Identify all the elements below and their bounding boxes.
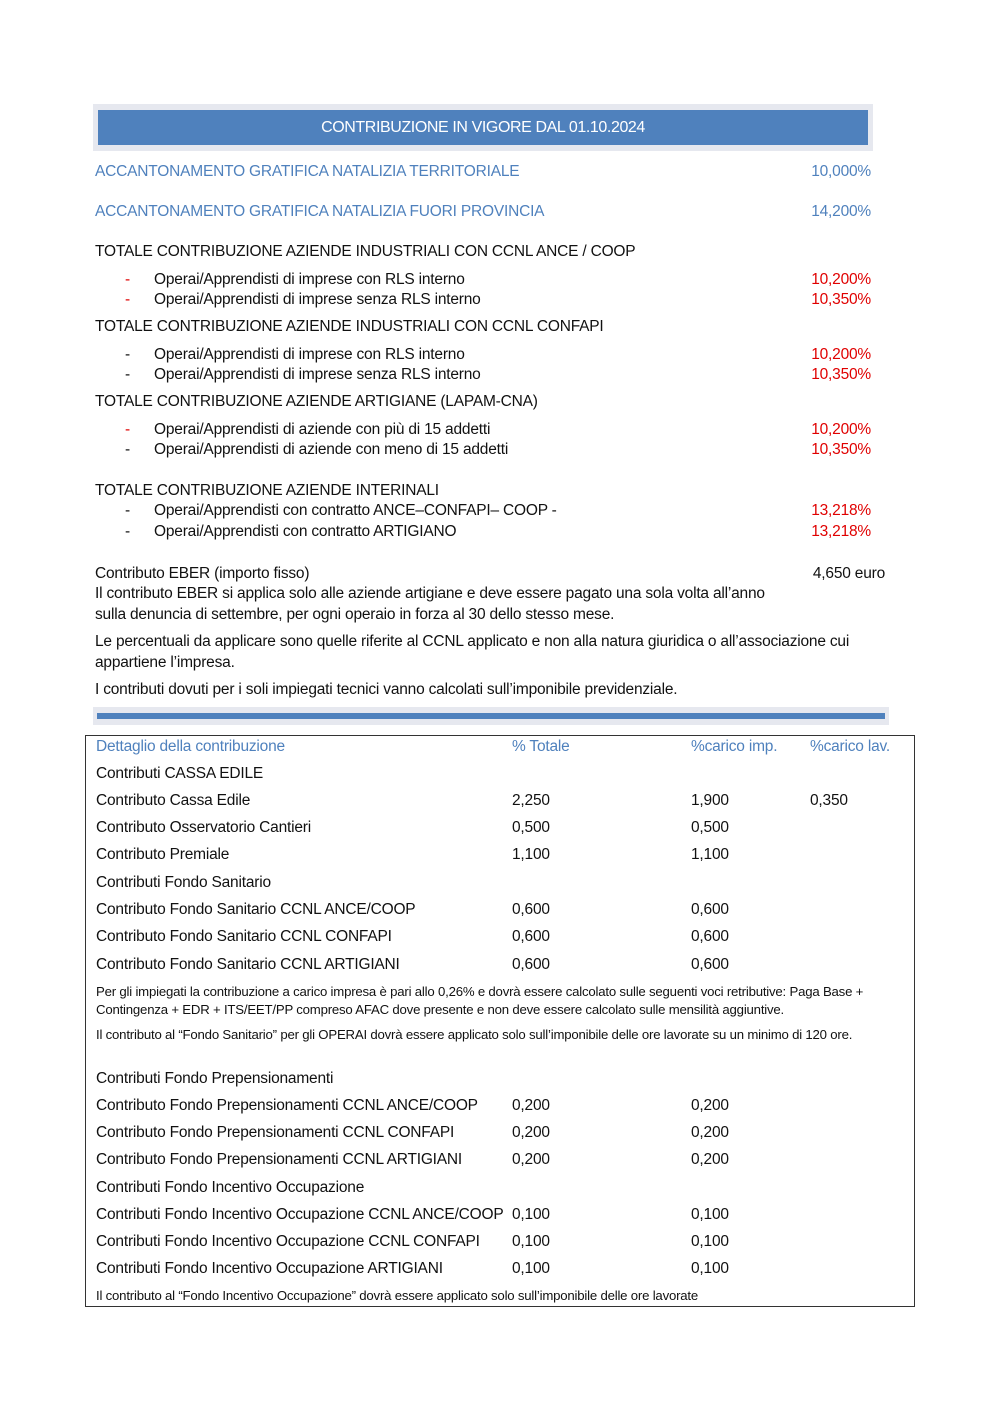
row-carico-lav: 0,350	[810, 792, 848, 809]
list-item	[95, 345, 885, 365]
row-label: Contributo Premiale	[96, 846, 230, 863]
section-title-ance-coop	[95, 242, 885, 262]
section-divider	[93, 707, 889, 725]
item-label: Operai/Apprendisti con contratto ARTIGIANO	[154, 523, 457, 540]
note-incentivo-occupazione: Il contributo al “Fondo Incentivo Occupazione” dovrà essere applicato solo sull’imponibile delle ore lavorate	[96, 1288, 699, 1303]
item-value: 10,350%	[811, 366, 871, 383]
table-row	[96, 872, 906, 894]
eber-row	[95, 564, 885, 584]
dash-bullet: -	[125, 271, 130, 288]
table-row	[96, 1122, 906, 1144]
contribution-table	[85, 735, 915, 1307]
accantonamento-fuori-provincia	[95, 202, 885, 222]
row-totale: 0,200	[512, 1124, 550, 1141]
row-label: Contributi CASSA EDILE	[96, 765, 264, 782]
row-carico-imp: 0,200	[691, 1097, 729, 1114]
accantonamento-territoriale	[95, 162, 885, 182]
row-carico-imp: 0,100	[691, 1233, 729, 1250]
note-sanitario-operai: Il contributo al “Fondo Sanitario” per gli OPERAI dovrà essere applicato solo sull’imponibile delle ore lavorate su un minimo di 120 ore.	[96, 1027, 853, 1042]
row-totale: 0,100	[512, 1206, 550, 1223]
section-title: TOTALE CONTRIBUZIONE AZIENDE INDUSTRIALI CON CCNL ANCE / COOP	[95, 243, 636, 260]
eber-label: Contributo EBER (importo fisso)	[95, 565, 310, 582]
list-item	[95, 290, 885, 310]
row-label: Contributo Fondo Sanitario CCNL ANCE/COOP	[96, 901, 416, 918]
table-row	[96, 954, 906, 976]
row-carico-imp: 1,900	[691, 792, 729, 809]
item-label: Operai/Apprendisti di imprese con RLS interno	[154, 346, 465, 363]
table-row	[96, 763, 906, 785]
row-totale: 0,600	[512, 901, 550, 918]
row-totale: 0,200	[512, 1151, 550, 1168]
row-label: Contributo Fondo Sanitario CCNL ARTIGIANI	[96, 956, 400, 973]
row-totale: 0,600	[512, 956, 550, 973]
column-header: %carico lav.	[810, 738, 891, 755]
section-title: TOTALE CONTRIBUZIONE AZIENDE ARTIGIANE (LAPAM-CNA)	[95, 393, 538, 410]
divider-bar	[97, 713, 885, 719]
table-header-row	[96, 736, 906, 758]
table-row	[96, 1204, 906, 1226]
table-row	[96, 790, 906, 812]
table-row	[96, 1258, 906, 1280]
row-label: Contributo Osservatorio Cantieri	[96, 819, 311, 836]
row-label: Contributi Fondo Incentivo Occupazione CCNL CONFAPI	[96, 1233, 480, 1250]
page-title: CONTRIBUZIONE IN VIGORE DAL 01.10.2024	[98, 110, 868, 145]
row-carico-imp: 0,100	[691, 1260, 729, 1277]
column-header: % Totale	[512, 738, 570, 755]
table-row	[96, 926, 906, 948]
row-totale: 0,100	[512, 1233, 550, 1250]
section-title-interinali	[95, 481, 885, 501]
dash-bullet: -	[125, 502, 130, 519]
row-totale: 0,600	[512, 928, 550, 945]
impiegati-note: I contributi dovuti per i soli impiegati tecnici vanno calcolati sull’imponibile previdenziale.	[95, 681, 678, 698]
table-row	[96, 1149, 906, 1171]
item-value: 13,218%	[811, 502, 871, 519]
table-row	[96, 817, 906, 839]
row-label: Contributi Fondo Incentivo Occupazione	[96, 1179, 365, 1196]
eber-note: Il contributo EBER si applica solo alle aziende artigiane e deve essere pagato una sola volta all’anno sulla denuncia di settembre, per ogni operaio in forza al 30 dello stesso mese.	[95, 585, 765, 623]
table-row	[96, 1068, 906, 1090]
item-value: 10,200%	[811, 421, 871, 438]
row-totale: 0,500	[512, 819, 550, 836]
header-box	[93, 104, 873, 151]
item-value: 10,200%	[811, 271, 871, 288]
accantonamento-label: ACCANTONAMENTO GRATIFICA NATALIZIA FUORI PROVINCIA	[95, 203, 545, 220]
table-row	[96, 1095, 906, 1117]
list-item	[95, 420, 885, 440]
row-label: Contributo Fondo Prepensionamenti CCNL CONFAPI	[96, 1124, 455, 1141]
column-header: Dettaglio della contribuzione	[96, 738, 285, 755]
row-label: Contributo Cassa Edile	[96, 792, 251, 809]
item-value: 10,200%	[811, 346, 871, 363]
row-carico-imp: 0,200	[691, 1124, 729, 1141]
column-header: %carico imp.	[691, 738, 778, 755]
row-totale: 0,100	[512, 1260, 550, 1277]
table-row	[96, 1177, 906, 1199]
item-label: Operai/Apprendisti con contratto ANCE–CONFAPI– COOP -	[154, 502, 557, 519]
table-row	[96, 844, 906, 866]
list-item	[95, 501, 885, 521]
list-item	[95, 522, 885, 542]
item-label: Operai/Apprendisti di aziende con più di 15 addetti	[154, 421, 491, 438]
list-item	[95, 365, 885, 385]
row-label: Contributo Fondo Prepensionamenti CCNL ANCE/COOP	[96, 1097, 478, 1114]
section-title: TOTALE CONTRIBUZIONE AZIENDE INDUSTRIALI CON CCNL CONFAPI	[95, 318, 604, 335]
item-label: Operai/Apprendisti di aziende con meno di 15 addetti	[154, 441, 509, 458]
row-label: Contributo Fondo Prepensionamenti CCNL ARTIGIANI	[96, 1151, 463, 1168]
row-carico-imp: 0,200	[691, 1151, 729, 1168]
dash-bullet: -	[125, 441, 130, 458]
dash-bullet: -	[125, 291, 130, 308]
item-label: Operai/Apprendisti di imprese con RLS interno	[154, 271, 465, 288]
row-totale: 2,250	[512, 792, 550, 809]
eber-value: 4,650 euro	[812, 565, 885, 582]
section-title: TOTALE CONTRIBUZIONE AZIENDE INTERINALI	[95, 482, 439, 499]
list-item	[95, 270, 885, 290]
accantonamento-label: ACCANTONAMENTO GRATIFICA NATALIZIA TERRITORIALE	[95, 163, 520, 180]
list-item	[95, 440, 885, 460]
row-carico-imp: 1,100	[691, 846, 729, 863]
row-carico-imp: 0,100	[691, 1206, 729, 1223]
item-value: 13,218%	[811, 523, 871, 540]
row-carico-imp: 0,600	[691, 928, 729, 945]
item-value: 10,350%	[811, 291, 871, 308]
table-row	[96, 899, 906, 921]
row-carico-imp: 0,500	[691, 819, 729, 836]
row-label: Contributi Fondo Sanitario	[96, 874, 271, 891]
accantonamento-value: 14,200%	[811, 203, 871, 220]
dash-bullet: -	[125, 346, 130, 363]
accantonamento-value: 10,000%	[811, 163, 871, 180]
ccnl-note: Le percentuali da applicare sono quelle riferite al CCNL applicato e non alla natura giuridica o all’associazione cui appartiene l’impresa.	[95, 633, 850, 671]
row-label: Contributi Fondo Incentivo Occupazione ARTIGIANI	[96, 1260, 443, 1277]
row-totale: 0,200	[512, 1097, 550, 1114]
row-label: Contributo Fondo Sanitario CCNL CONFAPI	[96, 928, 392, 945]
note-sanitario-impiegati: Per gli impiegati la contribuzione a carico impresa è pari allo 0,26% e dovrà essere calcolato sulle seguenti voci retributive: Paga Base + Contingenza + EDR + ITS/EET/PP compreso AFAC dove presente e non deve essere calcolato sulle mensilità aggiuntive.	[96, 984, 864, 1017]
section-title-confapi	[95, 317, 885, 337]
row-carico-imp: 0,600	[691, 901, 729, 918]
row-carico-imp: 0,600	[691, 956, 729, 973]
item-value: 10,350%	[811, 441, 871, 458]
item-label: Operai/Apprendisti di imprese senza RLS interno	[154, 366, 481, 383]
item-label: Operai/Apprendisti di imprese senza RLS interno	[154, 291, 481, 308]
dash-bullet: -	[125, 366, 130, 383]
row-label: Contributi Fondo Incentivo Occupazione CCNL ANCE/COOP	[96, 1206, 504, 1223]
dash-bullet: -	[125, 421, 130, 438]
row-label: Contributi Fondo Prepensionamenti	[96, 1070, 334, 1087]
row-totale: 1,100	[512, 846, 550, 863]
dash-bullet: -	[125, 523, 130, 540]
table-row	[96, 1231, 906, 1253]
section-title-artigiane	[95, 392, 885, 412]
